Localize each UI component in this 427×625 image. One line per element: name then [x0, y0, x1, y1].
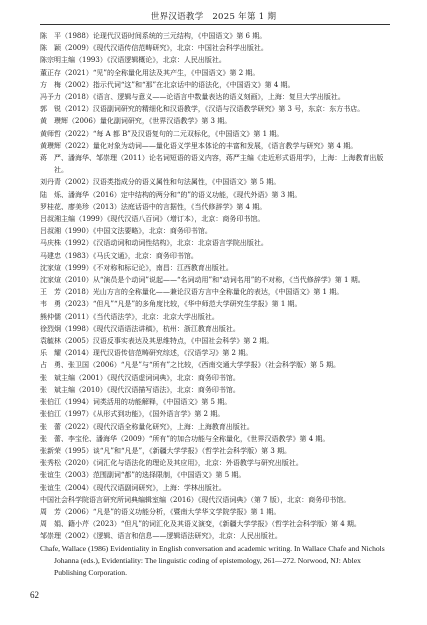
reference-entry: 方 梅（2002）指示代词“这”和“那”在北京话中的语法化，《中国语文》第 4 期。 — [40, 80, 295, 89]
reference-entry: 黄瓒辉（2022）量化对象为动词——量化语义学里本体论的丰富和发展，《语言教学与研究》第 4 期。 — [40, 141, 358, 150]
reference-entry: 韦 勇（2023）“但凡”“凡是”的多角度比较，《华中师范大学研究生学报》第 1 期。 — [40, 300, 302, 309]
page-number: 62 — [30, 590, 39, 600]
reference-entry: 黄 瓒辉（2006）量化副词研究，《世界汉语教学》第 3 期。 — [40, 117, 232, 126]
reference-entry: 乐 耀（2014）现代汉语传信范畴研究综述，《汉语学习》第 2 期。 — [40, 349, 253, 358]
reference-entry: 张 斌主编（2001）《现代汉语虚词词典》，北京：商务印书馆。 — [40, 373, 240, 382]
reference-entry: 张 蕾（2022）《现代汉语全称量化研究》，上海：上海教育出版社。 — [40, 422, 254, 431]
reference-entry: 张 斌主编（2010）《现代汉语描写语法》，北京：商务印书馆。 — [40, 385, 240, 394]
reference-entry: 张新荣（1995）谈“凡”和“凡是”，《新疆大学学报》（哲学社会科学版）第 3 期。 — [40, 446, 292, 455]
reference-entry: 张谊生（2003）范围副词“都”的选择限制，《中国语文》第 5 期。 — [40, 471, 246, 480]
reference-entry: 陆 烁、潘海华（2016）定中结构的两分和“的”的语义功能，《现代外语》第 3 期。 — [40, 190, 302, 199]
reference-entry: 吕叔湘（1990）《中国文法要略》，北京：商务印书馆。 — [40, 227, 212, 236]
reference-entry: 周 娟、籍小芹（2023）“但凡”的词汇化及其语义演变，《新疆大学学报》（哲学社会科学版）第 4 期。 — [40, 520, 361, 529]
reference-entry: 马建忠（1983）《马氏文通》，北京：商务印书馆。 — [40, 251, 198, 260]
reference-entry: 张 蕾、李宝伦、潘海华（2009）“所有”的加合功能与全称量化，《世界汉语教学》第 4 期。 — [40, 434, 330, 443]
reference-entry: 陈 平（1988）论现代汉语时间系统的三元结构，《中国语文》第 6 期。 — [40, 32, 267, 40]
reference-entry: 袁毓林（2005）汉语反事实表达及其思维特点，《中国社会科学》第 2 期。 — [40, 337, 274, 346]
reference-entry: 张秀松（2020）《词汇化与语法化的理论及其应用》，北京：外语教学与研究出版社。 — [40, 459, 303, 468]
reference-entry: 马庆株（1992）《汉语动词和动词性结构》，北京：北京语言学院出版社。 — [40, 239, 268, 248]
reference-entry: 吕叔湘主编（1999）《现代汉语八百词》（增订本），北京：商务印书馆。 — [40, 215, 265, 224]
reference-entry: 董正存（2021）“见”的全称量化用法及其产生，《中国语文》第 2 期。 — [40, 68, 260, 77]
reference-entry-english: Chafe, Wallace (1986) Evidentiality in English conversation and academic writing. In Wallace Chafe and Nichols Johanna (eds.), Evidentiality: The linguistic coding of epistemology, 261—272. Norwood, NJ: Ablex Publishing Corporation. — [40, 543, 385, 577]
reference-entry: 周 芳（2006）“凡是”的语义功能分析，《暨南大学华文学院学报》第 1 期。 — [40, 507, 281, 516]
reference-entry: 黄师哲（2022）“每 A 都 B”及汉语复句的二元双标化，《中国语文》第 1 期。 — [40, 129, 284, 138]
reference-entry: 罗桂花、廖美珍（2013）法庭话语中的言据性，《当代修辞学》第 4 期。 — [40, 202, 267, 211]
reference-list — [40, 30, 390, 579]
header-rule — [40, 24, 390, 25]
reference-entry: 陈 颖（2009）《现代汉语传信范畴研究》，北京：中国社会科学出版社。 — [40, 44, 268, 53]
reference-entry: 张谊生（2004）《现代汉语副词研究》，上海：学林出版社。 — [40, 483, 226, 492]
reference-entry: 徐烈炯（1998）《现代汉语语法讲稿》，杭州：浙江教育出版社。 — [40, 324, 240, 333]
reference-entry: 沈家煊（2010）从“演员是个动词”说起——“名词动用”和“动词名用”的不对称，《当代修辞学》第 1 期。 — [40, 276, 365, 285]
reference-entry: 中国社会科学院语言研究所词典编辑室编（2016）《现代汉语词典》（第 7 版），北京：商务印书馆。 — [40, 495, 351, 504]
reference-entry: 熊仲儒（2011）《当代语法学》，北京：北京大学出版社。 — [40, 312, 219, 321]
reference-entry: 刘丹青（2002）汉语类指成分的语义属性和句法属性，《中国语文》第 5 期。 — [40, 178, 281, 187]
reference-entry: 陈宗明主编（1993）《汉语逻辑概论》，北京：人民出版社。 — [40, 56, 226, 65]
reference-entry: 张伯江（1994）词类活用的功能解释，《中国语文》第 5 期。 — [40, 398, 232, 407]
running-header: 世界汉语教学 2025 年第 1 期 — [150, 12, 277, 22]
reference-entry: 占 勇、张卫国（2006）“凡是”与“所有”之比较，《西南交通大学学报》（社会科学版）第 5 期。 — [40, 361, 341, 370]
reference-entry: 邹崇理（2002）《逻辑、语言和信息——逻辑语法研究》，北京：人民出版社。 — [40, 532, 282, 541]
reference-entry: 王 芳（2018）光山方言的全称量化——兼论汉语方言中全称量化的表达，《中国语文》第 1 期。 — [40, 288, 344, 297]
reference-entry: 冯予力（2018）《语言、逻辑与意义——论语言中数量表达的语义刻画》，上海：复旦大学出版社。 — [40, 93, 345, 102]
reference-entry: 郭 锐（2012）汉语副词研究的精细化和汉语教学，《汉语与汉语教学研究》第 3 号，东京：东方书店。 — [40, 105, 365, 114]
reference-entry: 蒋 严、潘海华、邹崇理（2011）论名词短语的语义内容，蒋严主编《走近形式语用学》，上海：上海教育出版社。 — [40, 154, 384, 175]
reference-entry: 沈家煊（1999）《不对称和标记论》，南昌：江西教育出版社。 — [40, 263, 233, 272]
reference-entry: 张伯江（1997）《从形式到功能》，《国外语言学》第 2 期。 — [40, 410, 225, 419]
